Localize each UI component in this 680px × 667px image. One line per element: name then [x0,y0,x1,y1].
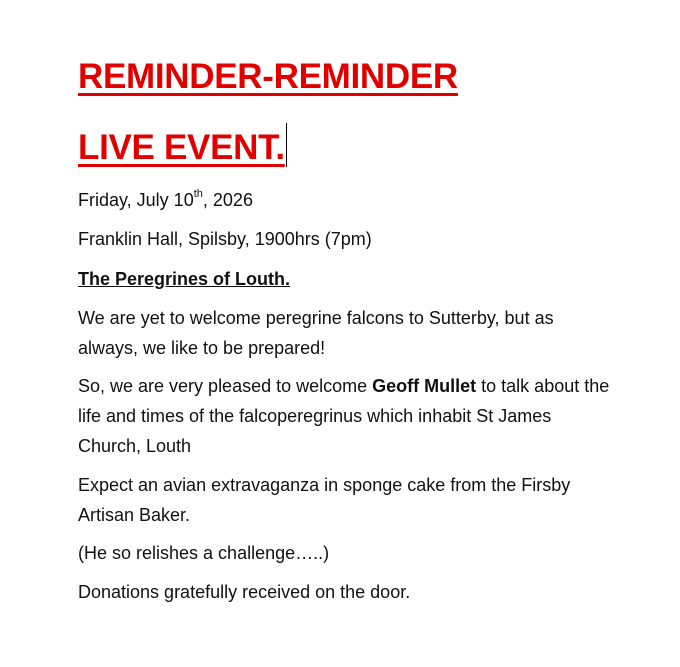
paragraph-intro: We are yet to welcome peregrine falcons to Sutterby, but as always, we like to be prepared! [78,308,554,358]
speaker-text-after: to talk about the life and times of the falcoperegrinus which inhabit St James Church, Louth [78,376,610,456]
speaker-name: Geoff Mullet [372,376,477,396]
paragraph-donations: Donations gratefully received on the door. [78,582,411,602]
paragraph-challenge: (He so relishes a challenge…..) [78,543,330,563]
event-date [78,185,618,215]
text-cursor [286,123,287,167]
speaker-text-before: So, we are very pleased to welcome [78,376,373,396]
event-date-year: , 2026 [202,190,253,210]
event-venue: Franklin Hall, Spilsby, 1900hrs (7pm) [78,229,372,249]
event-date-ordinal: th [193,188,203,200]
event-title: The Peregrines of Louth. [78,269,291,289]
heading-live-event [78,123,287,168]
heading-line2: LIVE EVENT. [78,128,285,167]
heading-reminder [78,57,458,97]
event-date-prefix: Friday, July 10 [78,190,194,210]
paragraph-speaker [78,371,618,461]
heading-line1: REMINDER-REMINDER [78,57,458,96]
paragraph-cake: Expect an avian extravaganza in sponge cake from the Firsby Artisan Baker. [78,475,571,525]
